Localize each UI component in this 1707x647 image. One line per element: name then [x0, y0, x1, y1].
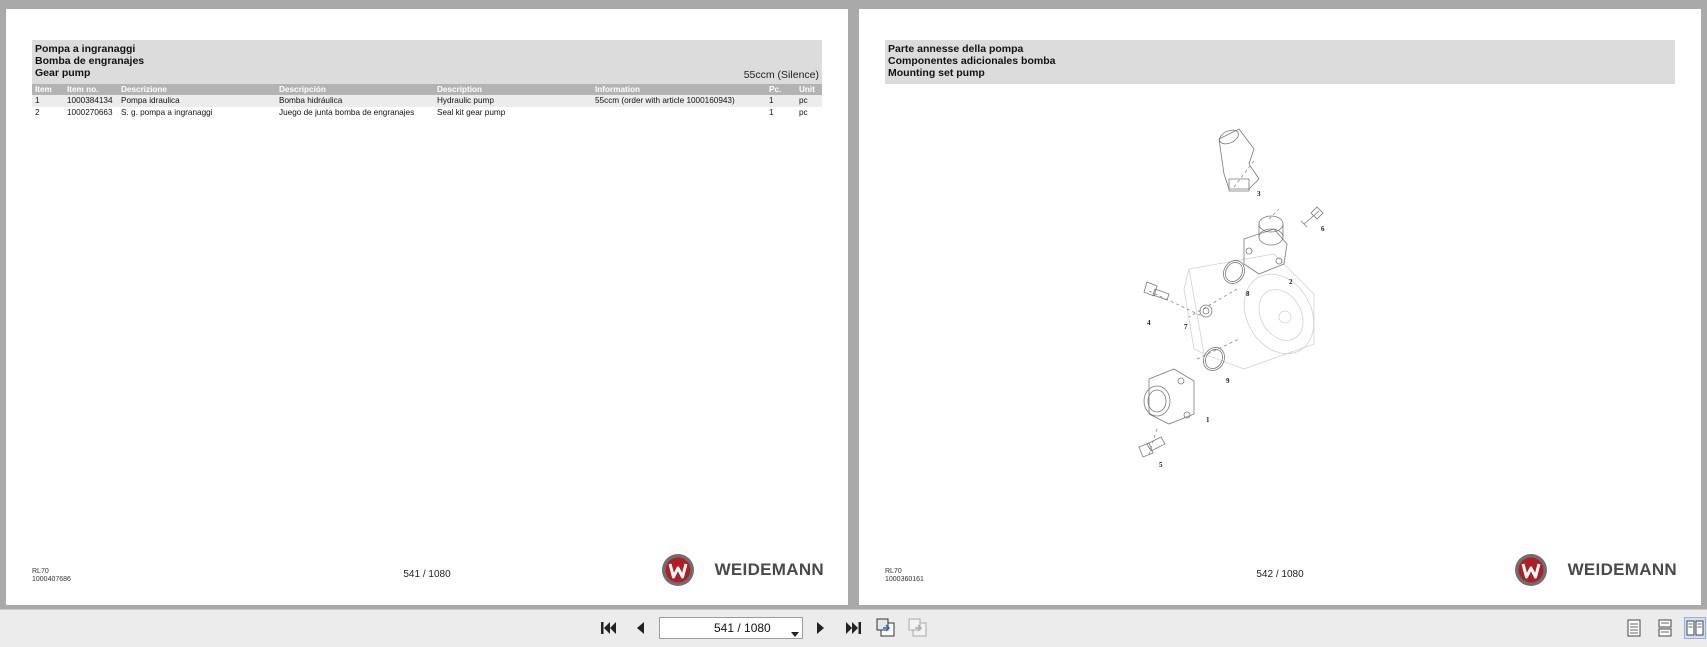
part-6-bolt [1301, 207, 1323, 227]
title-english: Mounting set pump [888, 67, 985, 79]
callout-7: 7 [1184, 323, 1188, 331]
right-page-header [885, 40, 1675, 84]
back-view-icon [875, 618, 897, 638]
callout-6: 6 [1321, 225, 1325, 233]
next-page-icon [814, 620, 828, 636]
single-page-view-button[interactable] [1623, 617, 1645, 639]
callout-4: 4 [1147, 319, 1151, 327]
cell-descrizione: S. g. pompa a ingranaggi [118, 107, 276, 119]
variant-label: 55ccm (Silence) [743, 69, 819, 81]
next-page-button[interactable] [810, 617, 832, 639]
cell-descrizione: Pompa idraulica [118, 95, 276, 107]
part-7-washer [1200, 305, 1212, 317]
cell-information [592, 107, 766, 119]
callout-9: 9 [1226, 377, 1230, 385]
exploded-parts-drawing [1109, 119, 1469, 509]
callout-2: 2 [1289, 278, 1293, 286]
title-english: Gear pump [35, 67, 91, 79]
first-page-button[interactable] [598, 617, 620, 639]
chevron-down-icon [790, 632, 800, 638]
right-page [859, 9, 1701, 605]
title-italian: Parte annesse della pompa [888, 43, 1024, 55]
brand-name: WEIDEMANN [1567, 560, 1677, 579]
cell-descripcion: Bomba hidráulica [276, 95, 434, 107]
col-descripcion: Descripción [276, 84, 434, 95]
callout-1: 1 [1206, 416, 1210, 424]
callout-5: 5 [1159, 461, 1163, 469]
weidemann-emblem-icon [661, 553, 695, 587]
single-page-icon [1626, 619, 1642, 637]
col-item: Item [32, 84, 64, 95]
cell-description: Seal kit gear pump [434, 107, 592, 119]
cell-item-no: 1000384134 [64, 95, 118, 107]
col-item-no: Item no. [64, 84, 118, 95]
cell-description: Hydraulic pump [434, 95, 592, 107]
weidemann-logo [1514, 552, 1677, 588]
cell-descripcion: Juego de junta bomba de engranajes [276, 107, 434, 119]
cell-item-no: 1000270663 [64, 107, 118, 119]
callout-3: 3 [1257, 190, 1261, 198]
footer-model: RL70 [32, 568, 49, 575]
cell-item: 2 [32, 107, 64, 119]
part-4-bolt [1144, 282, 1169, 300]
last-page-icon [844, 620, 862, 636]
footer-doc-number: 1000360161 [885, 576, 924, 583]
table-row[interactable] [32, 107, 822, 119]
col-descrizione: Descrizione [118, 84, 276, 95]
cell-item: 1 [32, 95, 64, 107]
forward-view-icon [907, 618, 929, 638]
part-2-flange [1244, 216, 1287, 274]
page-dropdown-button[interactable] [790, 625, 800, 643]
two-page-icon [1686, 620, 1704, 636]
continuous-view-button[interactable] [1654, 617, 1676, 639]
last-page-button[interactable] [842, 617, 864, 639]
cell-unit: pc [796, 107, 822, 119]
weidemann-logo [661, 552, 824, 588]
prev-page-icon [633, 620, 647, 636]
table-header-row [32, 84, 822, 95]
cell-pc: 1 [766, 95, 796, 107]
col-unit: Unit [796, 84, 822, 95]
cell-information: 55ccm (order with article 1000160943) [592, 95, 766, 107]
parts-table [32, 84, 822, 119]
page-counter: 542 / 1080 [1256, 569, 1304, 580]
viewer-toolbar [0, 609, 1707, 647]
forward-view-button[interactable] [907, 617, 929, 639]
two-page-view-button[interactable] [1684, 617, 1706, 639]
part-1-flange [1144, 369, 1194, 424]
col-description: Description [434, 84, 592, 95]
continuous-page-icon [1657, 619, 1673, 637]
back-view-button[interactable] [875, 617, 897, 639]
table-row[interactable] [32, 95, 822, 107]
brand-name: WEIDEMANN [714, 560, 824, 579]
page-counter: 541 / 1080 [403, 569, 451, 580]
col-information: Information [592, 84, 766, 95]
footer-model: RL70 [885, 568, 902, 575]
footer-doc-number: 1000407686 [32, 576, 71, 583]
part-9-oring [1199, 344, 1228, 375]
callout-8: 8 [1246, 290, 1250, 298]
weidemann-emblem-icon [1514, 553, 1548, 587]
cell-pc: 1 [766, 107, 796, 119]
title-spanish: Bomba de engranajes [35, 55, 145, 67]
left-page-header [32, 40, 822, 84]
pump-body-drawing [1184, 254, 1328, 369]
part-5-bolt [1139, 437, 1165, 457]
cell-unit: pc [796, 95, 822, 107]
page-number-input[interactable] [659, 617, 803, 639]
prev-page-button[interactable] [629, 617, 651, 639]
first-page-icon [600, 620, 618, 636]
title-italian: Pompa a ingranaggi [35, 43, 136, 55]
col-pc: Pc. [766, 84, 796, 95]
title-spanish: Componentes adicionales bomba [888, 55, 1056, 67]
left-page [6, 9, 848, 605]
